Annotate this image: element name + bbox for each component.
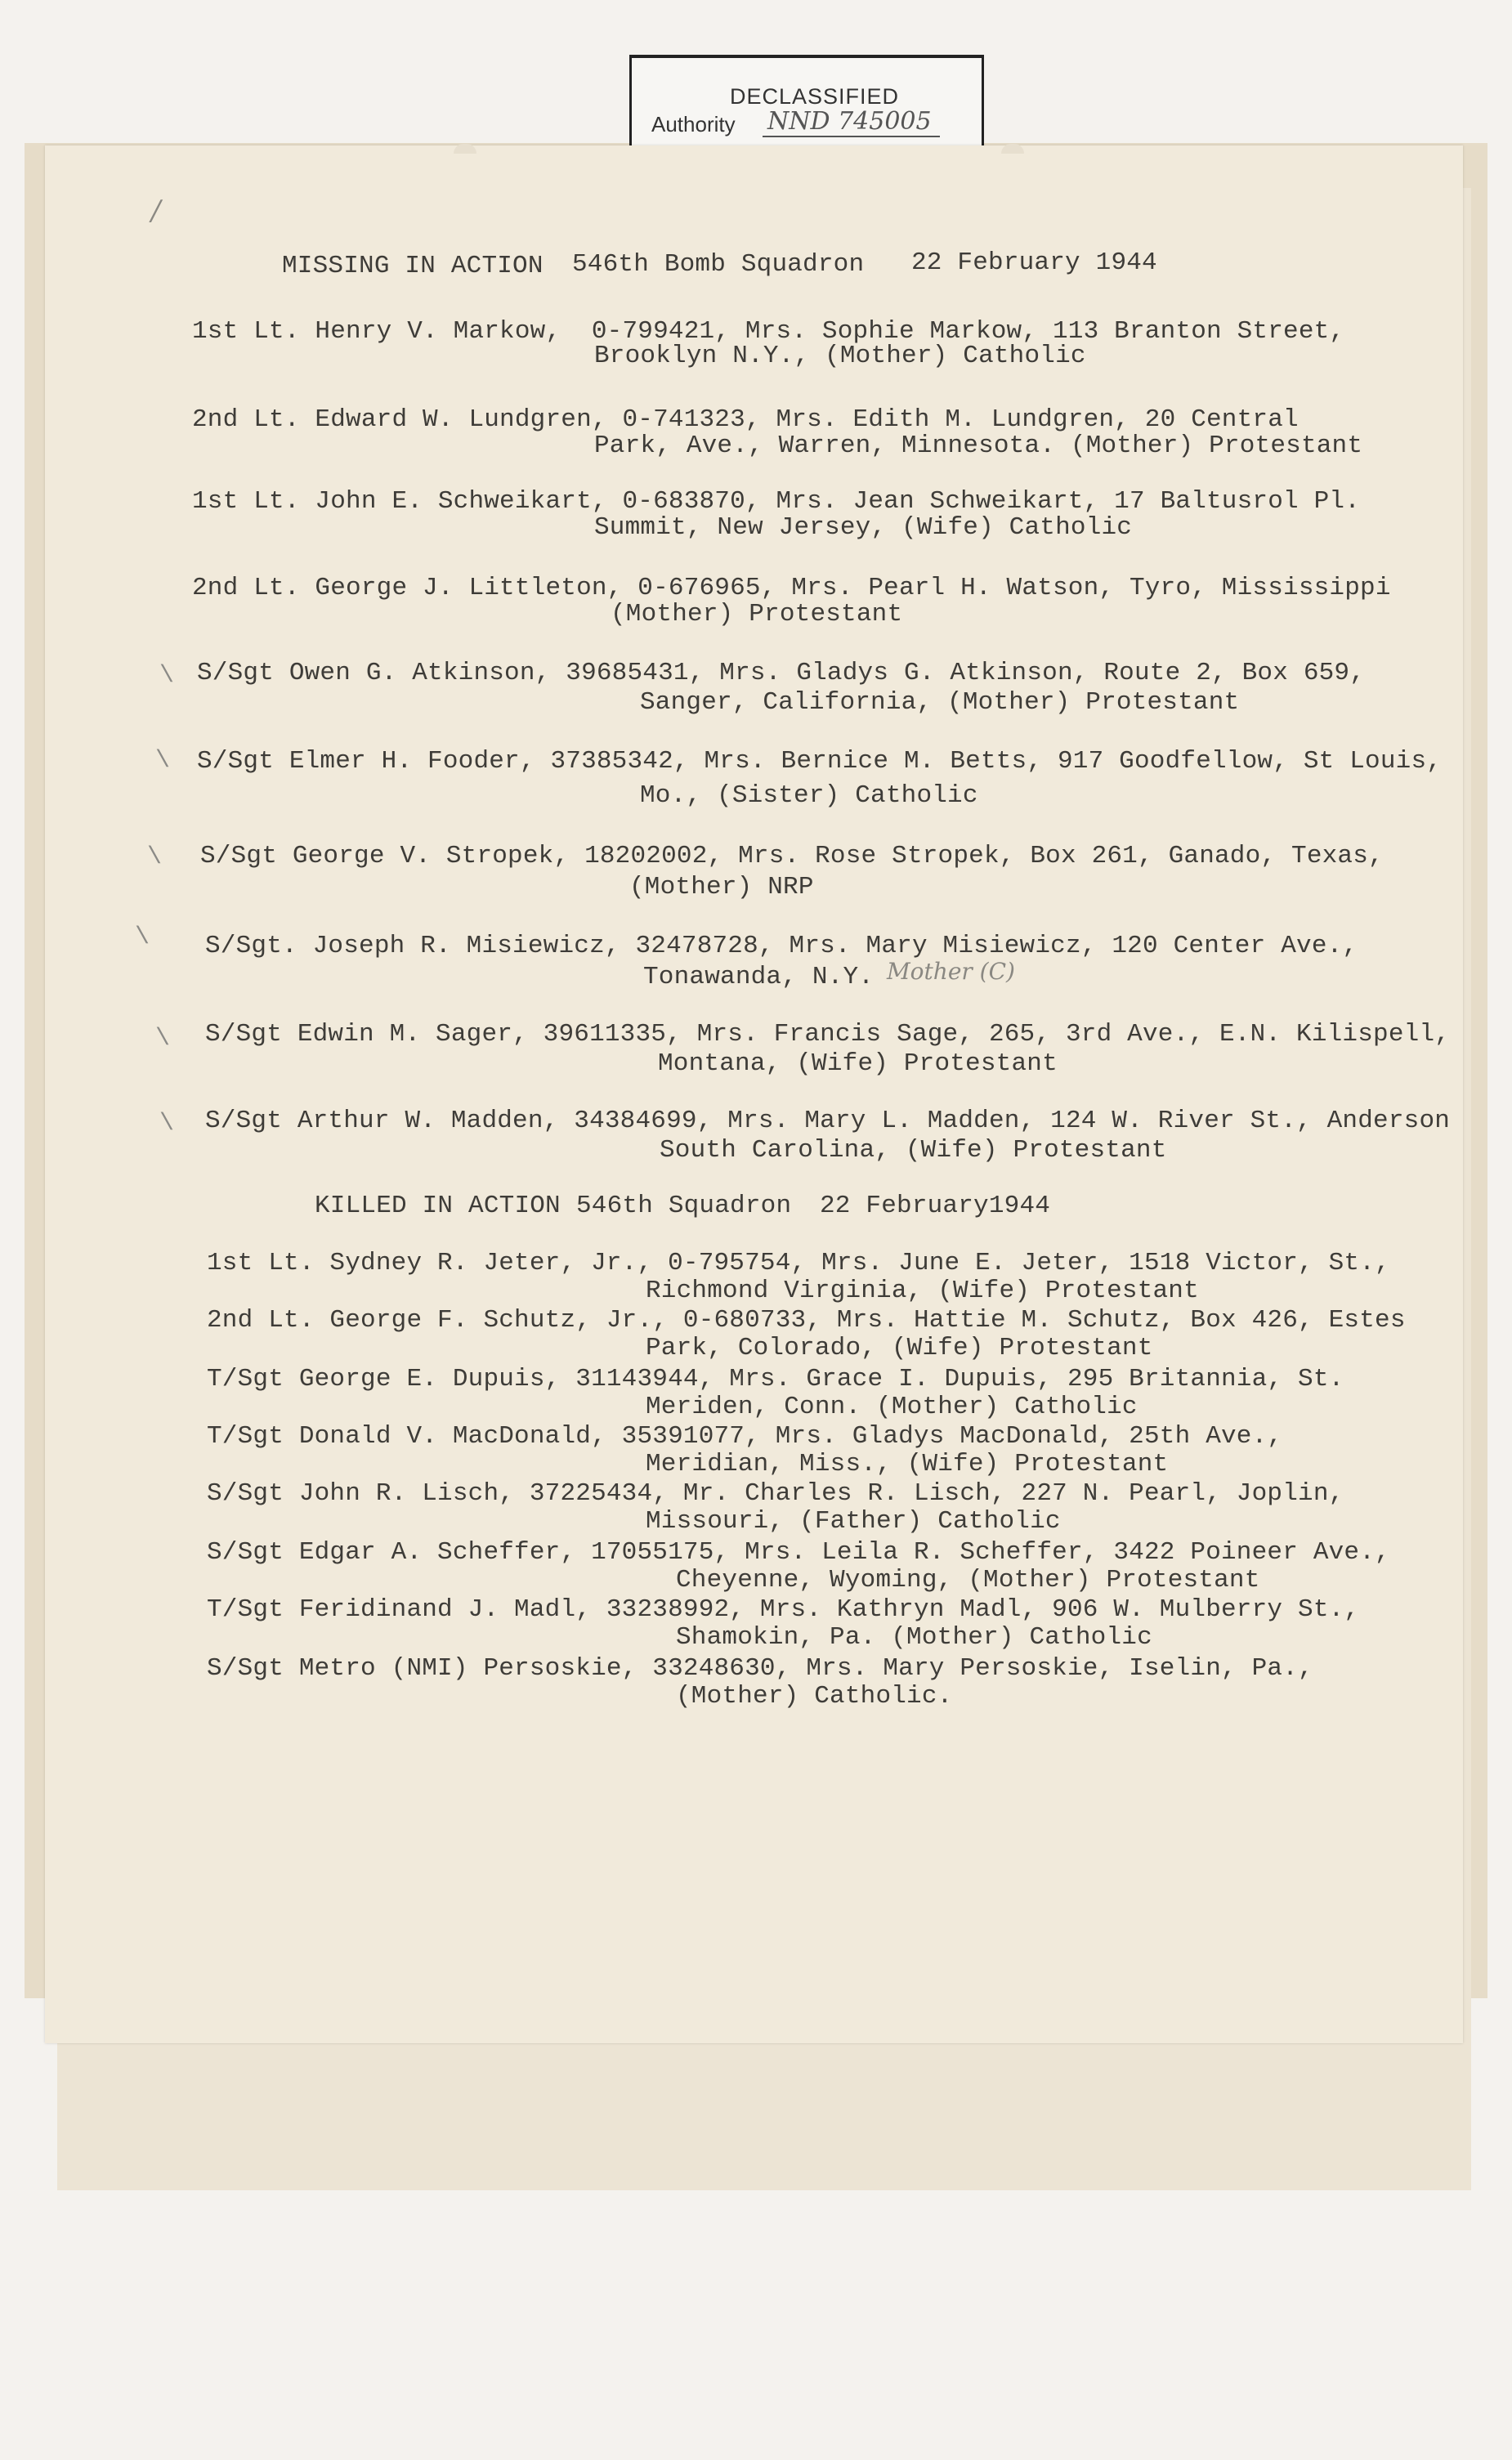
check-mark-icon: \ [159, 662, 175, 690]
missing-title: MISSING IN ACTION [282, 252, 544, 280]
entry-line: S/Sgt Elmer H. Fooder, 37385342, Mrs. Bernice M. Betts, 917 Goodfellow, St Louis, [197, 747, 1443, 776]
entry-line: 1st Lt. Henry V. Markow, 0-799421, Mrs. Sophie Markow, 113 Branton Street, [192, 317, 1345, 346]
entry-line: S/Sgt Edwin M. Sager, 39611335, Mrs. Francis Sage, 265, 3rd Ave., E.N. Kilispell, [205, 1020, 1451, 1049]
check-mark-icon: \ [147, 843, 163, 871]
entry-line: T/Sgt Donald V. MacDonald, 35391077, Mrs. Gladys MacDonald, 25th Ave., [207, 1422, 1283, 1451]
entry-line: South Carolina, (Wife) Protestant [660, 1136, 1167, 1165]
handwritten-note: Mother (C) [887, 958, 1015, 985]
missing-date: 22 February 1944 [911, 248, 1157, 277]
entry-line: Cheyenne, Wyoming, (Mother) Protestant [676, 1566, 1260, 1595]
entry-line: S/Sgt Arthur W. Madden, 34384699, Mrs. Mary L. Madden, 124 W. River St., Anderson [205, 1107, 1451, 1135]
entry-line: Park, Ave., Warren, Minnesota. (Mother) Protestant [594, 432, 1363, 460]
punch-hole [1001, 144, 1024, 154]
entry-line: Shamokin, Pa. (Mother) Catholic [676, 1623, 1152, 1652]
entry-line: 2nd Lt. George F. Schutz, Jr., 0-680733, Mrs. Hattie M. Schutz, Box 426, Estes [207, 1306, 1406, 1335]
entry-line: 2nd Lt. Edward W. Lundgren, 0-741323, Mrs. Edith M. Lundgren, 20 Central [192, 405, 1299, 434]
killed-title: KILLED IN ACTION [315, 1192, 561, 1220]
check-mark-icon: \ [155, 1025, 171, 1053]
stamp-authority-value: NND 745005 [763, 107, 940, 137]
entry-line: S/Sgt John R. Lisch, 37225434, Mr. Charles R. Lisch, 227 N. Pearl, Joplin, [207, 1479, 1344, 1508]
entry-line: S/Sgt Edgar A. Scheffer, 17055175, Mrs. Leila R. Scheffer, 3422 Poineer Ave., [207, 1538, 1390, 1567]
entry-line: 1st Lt. John E. Schweikart, 0-683870, Mrs. Jean Schweikart, 17 Baltusrol Pl. [192, 487, 1361, 516]
entry-line: Meriden, Conn. (Mother) Catholic [646, 1393, 1138, 1421]
missing-squadron: 546th Bomb Squadron [572, 250, 865, 279]
entry-line: Sanger, California, (Mother) Protestant [640, 688, 1240, 717]
check-mark-icon: \ [135, 924, 150, 951]
stamp-title: DECLASSIFIED [730, 84, 900, 109]
check-mark-icon: \ [159, 1110, 175, 1138]
punch-hole [454, 144, 476, 154]
killed-squadron: 546th Squadron [576, 1192, 792, 1220]
entry-line: Montana, (Wife) Protestant [658, 1049, 1058, 1078]
entry-line: (Mother) Catholic. [676, 1682, 953, 1711]
entry-line: S/Sgt Owen G. Atkinson, 39685431, Mrs. Gladys G. Atkinson, Route 2, Box 659, [197, 659, 1366, 687]
document-page [45, 145, 1463, 2043]
entry-line: Summit, New Jersey, (Wife) Catholic [594, 513, 1133, 542]
entry-line: Brooklyn N.Y., (Mother) Catholic [594, 342, 1086, 370]
entry-line: S/Sgt Metro (NMI) Persoskie, 33248630, Mrs. Mary Persoskie, Iselin, Pa., [207, 1654, 1313, 1683]
stamp-authority-label: Authority [651, 112, 736, 136]
entry-line: T/Sgt Feridinand J. Madl, 33238992, Mrs. Kathryn Madl, 906 W. Mulberry St., [207, 1595, 1360, 1624]
entry-line: Mo., (Sister) Catholic [640, 781, 978, 810]
entry-line: Meridian, Miss., (Wife) Protestant [646, 1450, 1169, 1478]
entry-line: (Mother) Protestant [611, 600, 903, 628]
killed-date: 22 February1944 [820, 1192, 1051, 1220]
entry-line: S/Sgt. Joseph R. Misiewicz, 32478728, Mrs. Mary Misiewicz, 120 Center Ave., [205, 932, 1358, 960]
entry-line: Park, Colorado, (Wife) Protestant [646, 1334, 1153, 1362]
entry-line: Richmond Virginia, (Wife) Protestant [646, 1277, 1199, 1305]
check-mark-icon: \ [155, 747, 171, 775]
entry-line: 1st Lt. Sydney R. Jeter, Jr., 0-795754, Mrs. June E. Jeter, 1518 Victor, St., [207, 1249, 1390, 1277]
entry-line: Missouri, (Father) Catholic [646, 1507, 1061, 1536]
pencil-mark: / [151, 195, 161, 227]
entry-line: (Mother) NRP [629, 873, 814, 901]
entry-line: 2nd Lt. George J. Littleton, 0-676965, Mrs. Pearl H. Watson, Tyro, Mississippi [192, 574, 1391, 602]
entry-line: Tonawanda, N.Y. [643, 963, 875, 991]
declassified-stamp [629, 55, 984, 153]
entry-line: S/Sgt George V. Stropek, 18202002, Mrs. Rose Stropek, Box 261, Ganado, Texas, [200, 842, 1384, 870]
entry-line: T/Sgt George E. Dupuis, 31143944, Mrs. Grace I. Dupuis, 295 Britannia, St. [207, 1365, 1344, 1393]
